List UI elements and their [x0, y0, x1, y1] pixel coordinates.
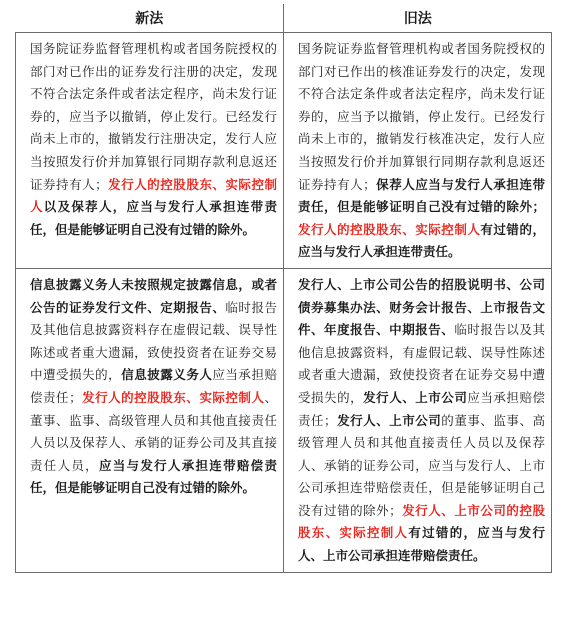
text-segment: 临时报告及其他信息披露资料存在虚假记载、误导性陈述或者重大遗漏，致使投资者在证券交易中遭受损失的， — [30, 299, 277, 383]
highlighted-segment: 发行人的控股股东、实际控制人 — [298, 221, 481, 237]
table-row — [16, 268, 552, 572]
text-segment: 应当承担赔偿责任； — [298, 389, 545, 428]
highlighted-segment: 发行人、上市公司的控股股东、实际控制人 — [298, 502, 545, 541]
old-law-cell — [284, 268, 552, 572]
text-segment: 的董事、监事、高级管理人员和其他直接责任人员以及保荐人、承销的证券公司，应当与发行人、上市公司承担连带赔偿责任，但是能够证明自己没有过错的除外； — [298, 412, 545, 518]
old-law-cell — [284, 33, 552, 269]
text-segment: 国务院证券监督管理机构或者国务院授权的部门对已作出的核准证券发行的决定，发现不符合法定条件或者法定程序，尚未发行证券的，应当予以撤销，停止发行。已经发行尚未上市的，撤销发行核准决定，发行人应当按照发行价并加算银行同期存款利息返还证券持有人； — [298, 41, 545, 192]
bold-segment: 信息披露义务人未按照规定披露信息，或者公告的证券发行文件、定期报告、 — [30, 276, 277, 315]
bold-segment: 发行人、上市公司公告的招股说明书、公司债券募集办法、财务会计报告、上市报告文件、年度报告、中期报告、 — [298, 276, 545, 338]
new-law-cell — [16, 268, 284, 572]
new-law-cell — [16, 33, 284, 269]
bold-segment: 以及保荐人，应当与发行人承担连带责任，但是能够证明自己没有过错的除外。 — [30, 199, 277, 237]
bold-segment: 发行人、上市公司 — [363, 389, 468, 405]
bold-segment: 有过错的，应当与发行人承担连带责任。 — [298, 221, 545, 260]
text-segment: 、董事、监事、高级管理人员和其他直接责任人员以及保荐人、承销的证券公司及其直接责任人员， — [30, 389, 277, 473]
highlighted-segment: 发行人的控股股东、实际控制人 — [81, 389, 265, 405]
bold-segment: 应当与发行人承担连带赔偿责任，但是能够证明自己没有过错的除外。 — [30, 457, 277, 496]
table-row — [16, 33, 552, 269]
text-segment: 国务院证券监督管理机构或者国务院授权的部门对已作出的证券发行注册的决定，发现不符合法定条件或者法定程序，尚未发行证券的，应当予以撤销，停止发行。已经发行尚未上市的，撤销发行注册决定，发行人应当按照发行价并加算银行同期存款利息返还证券持有人； — [30, 41, 277, 192]
table-header-row — [16, 4, 552, 33]
bold-segment: 有过错的，应当与发行人、上市公司承担连带赔偿责任。 — [298, 525, 545, 564]
header-new-law: 新法 — [16, 4, 284, 33]
law-comparison-table — [15, 4, 552, 573]
bold-segment: 发行人、上市公司 — [336, 412, 442, 428]
bold-segment: 信息披露义务人 — [121, 367, 213, 383]
bold-segment: 保荐人应当与发行人承担连带责任，但是能够证明自己没有过错的除外； — [298, 176, 545, 215]
highlighted-segment: 发行人的控股股东、实际控制人 — [30, 176, 277, 215]
header-old-law: 旧法 — [284, 4, 552, 33]
text-segment: 应当承担赔偿责任； — [30, 367, 277, 405]
text-segment: 临时报告以及其他信息披露资料，有虚假记载、误导性陈述或者重大遗漏，致使投资者在证券交易中遭受损失的， — [298, 322, 545, 405]
